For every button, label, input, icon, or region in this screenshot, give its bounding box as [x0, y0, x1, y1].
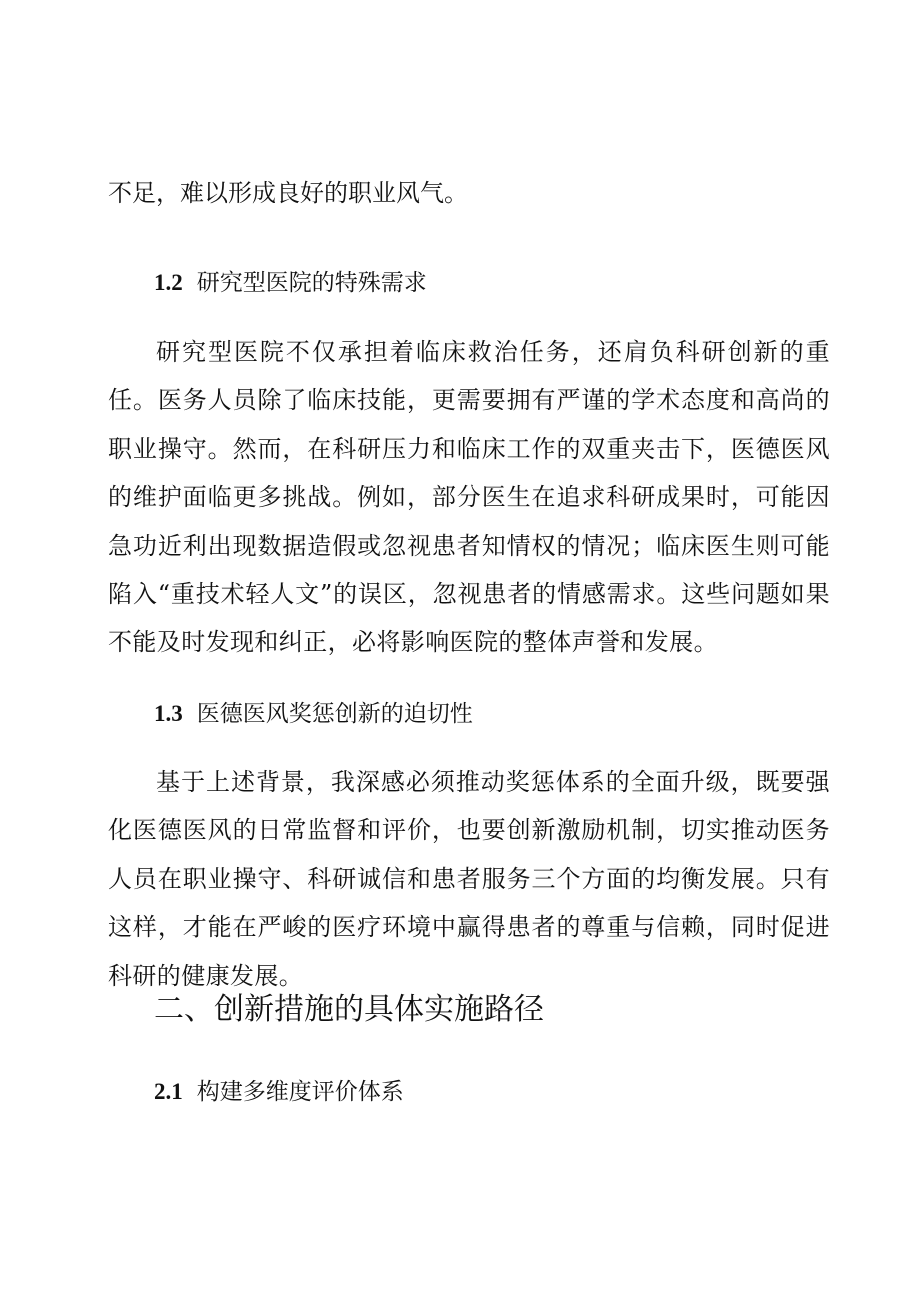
intro-text-line: 不足，难以形成良好的职业风气。: [108, 179, 468, 207]
section-number: 2.1: [154, 1079, 183, 1104]
chapter-2-heading: 二、创新措施的具体实施路径: [154, 992, 544, 1027]
section-1-3-heading: [154, 697, 473, 731]
section-title: 构建多维度评价体系: [196, 1079, 404, 1105]
section-title: 研究型医院的特殊需求: [196, 270, 427, 296]
section-number: 1.2: [154, 270, 183, 295]
section-title: 医德医风奖惩创新的迫切性: [196, 701, 473, 727]
section-number: 1.3: [154, 701, 183, 726]
section-1-2-paragraph: 研究型医院不仅承担着临床救治任务，还肩负科研创新的重任。医务人员除了临床技能，更需要拥有严谨的学术态度和高尚的职业操守。然而，在科研压力和临床工作的双重夹击下，医德医风的维护面临更多挑战。例如，部分医生在追求科研成果时，可能因急功近利出现数据造假或忽视患者知情权的情况；临床医生则可能陷入“重技术轻人文”的误区，忽视患者的情感需求。这些问题如果不能及时发现和纠正，必将影响医院的整体声誉和发展。: [108, 338, 830, 657]
section-2-1-heading: [154, 1075, 404, 1109]
section-1-3-paragraph: 基于上述背景，我深感必须推动奖惩体系的全面升级，既要强化医德医风的日常监督和评价，也要创新激励机制，切实推动医务人员在职业操守、科研诚信和患者服务三个方面的均衡发展。只有这样，才能在严峻的医疗环境中赢得患者的尊重与信赖，同时促进科研的健康发展。: [108, 768, 830, 990]
section-1-2-heading: [154, 266, 427, 300]
